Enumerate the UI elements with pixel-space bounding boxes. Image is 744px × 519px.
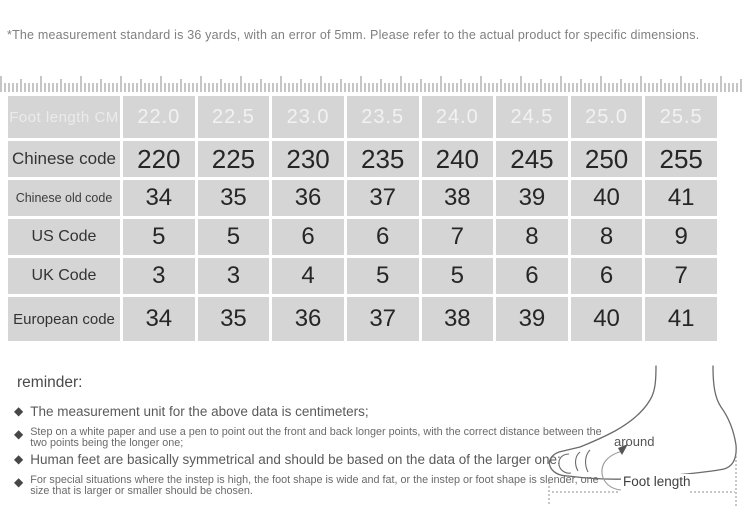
ruler-tick xyxy=(528,83,530,92)
size-value-cell: 4 xyxy=(272,258,344,294)
toe-line-icon xyxy=(559,454,571,473)
size-value-cell: 41 xyxy=(645,297,717,341)
ruler-tick xyxy=(580,79,582,92)
size-value-cell: 36 xyxy=(272,180,344,216)
size-value-cell: 255 xyxy=(645,141,717,177)
row-label: Foot length CM xyxy=(8,96,120,138)
ruler-tick xyxy=(700,79,702,92)
ruler-tick xyxy=(496,83,498,92)
ruler-tick xyxy=(492,83,494,92)
reminder-item xyxy=(14,427,614,449)
ruler-tick xyxy=(508,83,510,92)
ruler-tick xyxy=(552,83,554,92)
ruler-tick xyxy=(648,83,650,92)
ruler-tick xyxy=(60,79,62,92)
table-row xyxy=(8,258,717,294)
ruler-tick xyxy=(92,83,94,92)
size-value-cell: 34 xyxy=(123,297,195,341)
ruler-tick xyxy=(76,83,78,92)
row-label: Chinese code xyxy=(8,141,120,177)
reminder-item xyxy=(14,404,614,421)
reminder-item-text: For special situations where the instep is high, the foot shape is wide and fat, or the instep or foot shape is slender, one size that is larger or smaller should be chosen. xyxy=(30,474,599,498)
ruler-tick xyxy=(340,79,342,92)
ruler-tick xyxy=(620,79,622,92)
ruler-tick xyxy=(360,76,362,92)
ruler-tick xyxy=(676,83,678,92)
ruler-tick xyxy=(44,83,46,92)
ruler-tick xyxy=(128,83,130,92)
size-value-cell: 25.0 xyxy=(571,96,643,138)
size-value-cell: 41 xyxy=(645,180,717,216)
ruler-tick xyxy=(612,83,614,92)
ruler-graphic xyxy=(0,60,744,92)
size-value-cell: 5 xyxy=(347,258,419,294)
size-value-cell: 7 xyxy=(422,219,494,255)
diamond-bullet-icon: ◆ xyxy=(14,426,24,441)
ruler-tick xyxy=(348,83,350,92)
size-value-cell: 220 xyxy=(123,141,195,177)
ruler-tick xyxy=(588,83,590,92)
ruler-tick xyxy=(616,83,618,92)
ruler-tick xyxy=(680,76,682,92)
ruler-tick xyxy=(364,83,366,92)
ruler-tick xyxy=(628,83,630,92)
ruler-tick xyxy=(200,76,202,92)
ruler-tick xyxy=(632,83,634,92)
ruler-tick xyxy=(20,79,22,92)
toe-line-icon xyxy=(586,450,590,472)
ruler-tick xyxy=(316,83,318,92)
diamond-bullet-icon: ◆ xyxy=(14,452,24,467)
ruler-tick xyxy=(136,83,138,92)
size-value-cell: 39 xyxy=(496,180,568,216)
ruler-tick xyxy=(524,83,526,92)
table-row xyxy=(8,180,717,216)
foot-diagram xyxy=(544,358,744,516)
table-row xyxy=(8,297,717,341)
ruler-tick xyxy=(684,83,686,92)
size-value-cell: 6 xyxy=(272,219,344,255)
ruler-tick xyxy=(112,83,114,92)
ruler-tick xyxy=(372,83,374,92)
ruler-tick xyxy=(40,76,42,92)
ruler-tick xyxy=(88,83,90,92)
ruler-tick xyxy=(484,83,486,92)
ruler-tick xyxy=(84,83,86,92)
ruler-tick xyxy=(408,83,410,92)
ruler-tick xyxy=(576,83,578,92)
ruler-tick xyxy=(376,83,378,92)
ruler-tick xyxy=(392,83,394,92)
ruler-tick xyxy=(172,83,174,92)
ruler-tick xyxy=(328,83,330,92)
ruler-tick xyxy=(176,83,178,92)
ruler-tick xyxy=(720,76,722,92)
ruler-tick xyxy=(500,79,502,92)
reminder-item xyxy=(14,452,614,469)
ruler-tick xyxy=(260,79,262,92)
ruler-tick xyxy=(436,83,438,92)
ruler-tick xyxy=(120,76,122,92)
ruler-tick xyxy=(12,83,14,92)
size-value-cell: 8 xyxy=(571,219,643,255)
toe-line-icon xyxy=(576,452,580,471)
ruler-tick xyxy=(240,76,242,92)
ruler-tick xyxy=(248,83,250,92)
ruler-tick xyxy=(232,83,234,92)
size-value-cell: 5 xyxy=(422,258,494,294)
ruler-tick xyxy=(152,83,154,92)
ruler-tick xyxy=(444,83,446,92)
size-value-cell: 6 xyxy=(496,258,568,294)
row-label: US Code xyxy=(8,219,120,255)
ruler-tick xyxy=(608,83,610,92)
ruler-tick xyxy=(384,83,386,92)
ruler-tick xyxy=(568,83,570,92)
row-label: European code xyxy=(8,297,120,341)
size-conversion-table xyxy=(5,93,720,344)
ruler-tick xyxy=(304,83,306,92)
foot-outline-path xyxy=(549,366,736,479)
ruler-tick xyxy=(0,76,2,92)
ruler-tick xyxy=(72,83,74,92)
ruler-tick xyxy=(188,83,190,92)
ruler-tick xyxy=(192,83,194,92)
ruler-tick xyxy=(652,83,654,92)
foot-length-label: Foot length xyxy=(623,474,691,489)
reminder-list xyxy=(14,404,614,501)
size-value-cell: 37 xyxy=(347,180,419,216)
ruler-tick xyxy=(292,83,294,92)
ruler-tick xyxy=(472,83,474,92)
ruler-tick xyxy=(536,83,538,92)
ruler-tick xyxy=(168,83,170,92)
ruler-tick xyxy=(560,76,562,92)
size-value-cell: 3 xyxy=(198,258,270,294)
ruler-tick xyxy=(656,83,658,92)
around-label: around xyxy=(614,434,655,449)
ruler-tick xyxy=(296,83,298,92)
ruler-tick xyxy=(256,83,258,92)
ruler-tick xyxy=(4,83,6,92)
ruler-tick xyxy=(460,79,462,92)
reminder-title: reminder: xyxy=(17,374,83,391)
ruler-tick xyxy=(548,83,550,92)
reminder-item xyxy=(14,475,614,497)
size-value-cell: 6 xyxy=(347,219,419,255)
ruler-tick xyxy=(96,83,98,92)
size-value-cell: 5 xyxy=(123,219,195,255)
ruler-tick xyxy=(476,83,478,92)
ruler-tick xyxy=(704,83,706,92)
size-value-cell: 250 xyxy=(571,141,643,177)
ruler-tick xyxy=(276,83,278,92)
size-value-cell: 40 xyxy=(571,297,643,341)
ruler-tick xyxy=(64,83,66,92)
ruler-tick xyxy=(16,83,18,92)
size-value-cell: 23.5 xyxy=(347,96,419,138)
ruler-tick xyxy=(368,83,370,92)
ruler-tick xyxy=(732,83,734,92)
size-value-cell: 6 xyxy=(571,258,643,294)
ruler-tick xyxy=(600,76,602,92)
size-value-cell: 7 xyxy=(645,258,717,294)
ruler-tick xyxy=(456,83,458,92)
ruler-tick xyxy=(532,83,534,92)
ruler-tick xyxy=(124,83,126,92)
ruler-tick xyxy=(660,79,662,92)
ruler-tick xyxy=(396,83,398,92)
ruler-tick xyxy=(332,83,334,92)
ruler-tick xyxy=(404,83,406,92)
ruler-tick xyxy=(428,83,430,92)
ruler-tick xyxy=(208,83,210,92)
ruler-tick xyxy=(132,83,134,92)
ruler-tick xyxy=(236,83,238,92)
ruler-tick xyxy=(544,83,546,92)
ruler-tick xyxy=(8,83,10,92)
ruler-tick xyxy=(736,83,738,92)
ruler-tick xyxy=(280,76,282,92)
ruler-tick xyxy=(216,83,218,92)
size-value-cell: 225 xyxy=(198,141,270,177)
size-value-cell: 5 xyxy=(198,219,270,255)
ruler-tick xyxy=(540,79,542,92)
ruler-tick xyxy=(512,83,514,92)
ruler-tick xyxy=(640,76,642,92)
ruler-tick xyxy=(592,83,594,92)
ruler-tick xyxy=(48,83,50,92)
size-value-cell: 22.5 xyxy=(198,96,270,138)
measurement-note: *The measurement standard is 36 yards, with an error of 5mm. Please refer to the actual product for specific dimensions. xyxy=(7,28,700,42)
ruler-tick xyxy=(32,83,34,92)
ruler-tick xyxy=(724,83,726,92)
size-value-cell: 25.5 xyxy=(645,96,717,138)
ruler-tick xyxy=(488,83,490,92)
ruler-tick xyxy=(80,76,82,92)
ruler-tick xyxy=(184,83,186,92)
size-value-cell: 3 xyxy=(123,258,195,294)
ruler-tick xyxy=(596,83,598,92)
size-value-cell: 37 xyxy=(347,297,419,341)
ruler-tick xyxy=(212,83,214,92)
size-value-cell: 23.0 xyxy=(272,96,344,138)
ruler-tick xyxy=(668,83,670,92)
ruler-tick xyxy=(288,83,290,92)
ruler-tick xyxy=(164,83,166,92)
size-value-cell: 240 xyxy=(422,141,494,177)
ruler-tick xyxy=(56,83,58,92)
ruler-tick xyxy=(688,83,690,92)
ruler-tick xyxy=(224,83,226,92)
ruler-tick xyxy=(692,83,694,92)
ruler-tick xyxy=(160,76,162,92)
size-value-cell: 24.0 xyxy=(422,96,494,138)
ruler-tick xyxy=(504,83,506,92)
size-value-cell: 35 xyxy=(198,180,270,216)
table-row xyxy=(8,141,717,177)
around-girth-arc xyxy=(602,451,623,490)
table-row xyxy=(8,96,717,138)
ruler-tick xyxy=(108,83,110,92)
ruler-tick xyxy=(740,79,742,92)
diamond-bullet-icon: ◆ xyxy=(14,475,24,490)
ruler-tick xyxy=(440,76,442,92)
size-value-cell: 24.5 xyxy=(496,96,568,138)
ruler-tick xyxy=(380,79,382,92)
ruler-tick xyxy=(144,83,146,92)
size-value-cell: 8 xyxy=(496,219,568,255)
ruler-tick xyxy=(716,83,718,92)
ruler-tick xyxy=(416,83,418,92)
ruler-tick xyxy=(464,83,466,92)
size-value-cell: 235 xyxy=(347,141,419,177)
ruler-tick xyxy=(272,83,274,92)
ruler-tick xyxy=(228,83,230,92)
size-value-cell: 40 xyxy=(571,180,643,216)
ruler-tick xyxy=(264,83,266,92)
ruler-tick xyxy=(520,76,522,92)
size-value-cell: 38 xyxy=(422,297,494,341)
row-label: Chinese old code xyxy=(8,180,120,216)
ruler-tick xyxy=(36,83,38,92)
ruler-tick xyxy=(180,79,182,92)
ruler-tick xyxy=(100,79,102,92)
ruler-tick xyxy=(432,83,434,92)
ruler-tick xyxy=(696,83,698,92)
size-value-cell: 39 xyxy=(496,297,568,341)
size-value-cell: 35 xyxy=(198,297,270,341)
ruler-tick xyxy=(312,83,314,92)
ruler-tick xyxy=(604,83,606,92)
ruler-tick xyxy=(28,83,30,92)
size-value-cell: 36 xyxy=(272,297,344,341)
ruler-tick xyxy=(584,83,586,92)
ruler-tick xyxy=(708,83,710,92)
ruler-tick xyxy=(68,83,70,92)
ruler-tick xyxy=(420,79,422,92)
ruler-tick xyxy=(308,83,310,92)
reminder-item-text: The measurement unit for the above data is centimeters; xyxy=(30,404,369,419)
ruler-tick xyxy=(412,83,414,92)
ruler-tick xyxy=(24,83,26,92)
ruler-tick xyxy=(220,79,222,92)
ruler-tick xyxy=(244,83,246,92)
ruler-tick xyxy=(424,83,426,92)
ruler-tick xyxy=(104,83,106,92)
ruler-tick xyxy=(728,83,730,92)
diamond-bullet-icon: ◆ xyxy=(14,404,24,418)
ruler-tick xyxy=(356,83,358,92)
ruler-tick xyxy=(140,79,142,92)
ruler-tick xyxy=(196,83,198,92)
ruler-tick xyxy=(556,83,558,92)
reminder-item-text: Human feet are basically symmetrical and should be based on the data of the larger one; xyxy=(30,452,561,468)
ruler-tick xyxy=(712,83,714,92)
ruler-tick xyxy=(52,83,54,92)
ruler-tick xyxy=(352,83,354,92)
ruler-tick xyxy=(300,79,302,92)
size-value-cell: 22.0 xyxy=(123,96,195,138)
size-value-cell: 9 xyxy=(645,219,717,255)
ruler-tick xyxy=(320,76,322,92)
size-value-cell: 38 xyxy=(422,180,494,216)
ruler-tick xyxy=(388,83,390,92)
ruler-tick xyxy=(624,83,626,92)
ruler-tick xyxy=(564,83,566,92)
ruler-tick xyxy=(664,83,666,92)
size-value-cell: 245 xyxy=(496,141,568,177)
table-row xyxy=(8,219,717,255)
ruler-tick xyxy=(672,83,674,92)
ruler-tick xyxy=(400,76,402,92)
ruler-tick xyxy=(448,83,450,92)
ruler-tick xyxy=(468,83,470,92)
ruler-tick xyxy=(644,83,646,92)
ruler-tick xyxy=(452,83,454,92)
ruler-tick xyxy=(480,76,482,92)
size-value-cell: 230 xyxy=(272,141,344,177)
ruler-tick xyxy=(636,83,638,92)
row-label: UK Code xyxy=(8,258,120,294)
size-value-cell: 34 xyxy=(123,180,195,216)
ruler-tick xyxy=(572,83,574,92)
ruler-tick xyxy=(116,83,118,92)
ruler-tick xyxy=(344,83,346,92)
ruler-tick xyxy=(324,83,326,92)
reminder-item-text: Step on a white paper and use a pen to point out the front and back longer points, with the correct distance between the two points being the longer one; xyxy=(30,425,602,449)
ruler-tick xyxy=(336,83,338,92)
ruler-tick xyxy=(148,83,150,92)
ruler-tick xyxy=(252,83,254,92)
ruler-tick xyxy=(284,83,286,92)
ruler-tick xyxy=(156,83,158,92)
ruler-tick xyxy=(268,83,270,92)
ruler-tick xyxy=(516,83,518,92)
ruler-tick xyxy=(204,83,206,92)
